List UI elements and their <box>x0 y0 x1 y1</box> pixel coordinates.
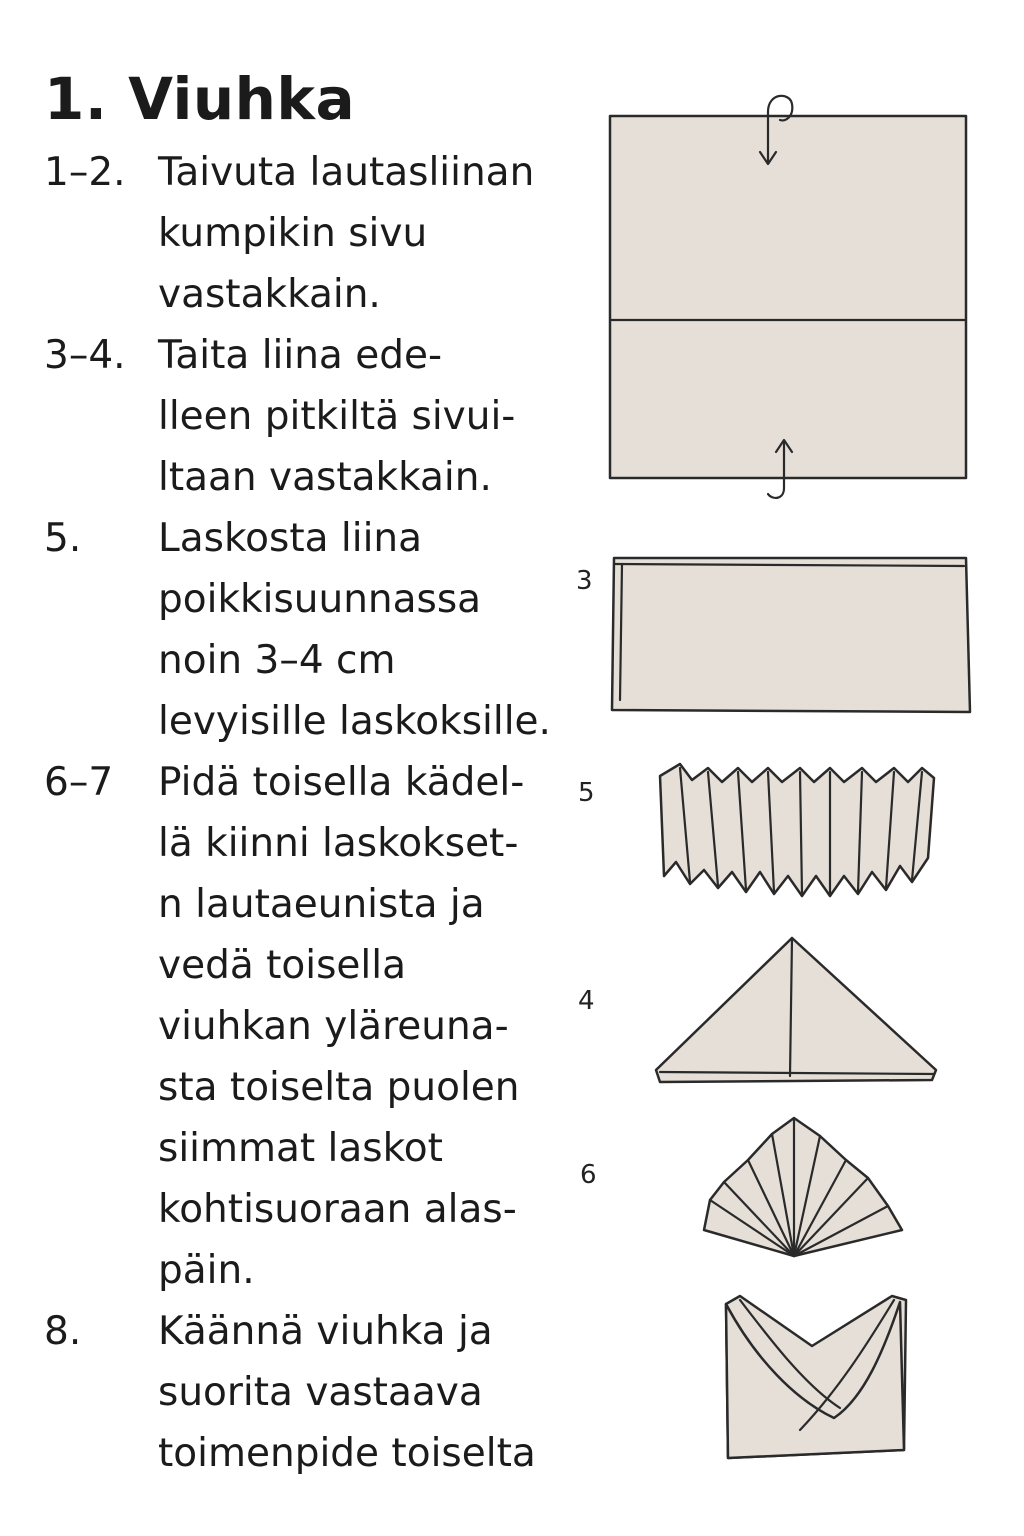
step-number: 8. <box>44 1309 82 1354</box>
step-line: Laskosta liina <box>158 516 423 561</box>
step-number: 1–2. <box>44 150 126 195</box>
step-text <box>158 1301 604 1484</box>
step-8 <box>44 1301 604 1484</box>
figure-label-fan: 6 <box>580 1160 597 1190</box>
step-line: vastakkain. <box>158 272 381 317</box>
step-line: noin 3–4 cm <box>158 638 396 683</box>
step-line: siimmat laskot <box>158 1126 443 1171</box>
step-line: sta toiselta puolen <box>158 1065 520 1110</box>
step-number: 5. <box>44 516 82 561</box>
instruction-steps <box>44 142 604 1484</box>
step-line: suorita vastaava <box>158 1370 483 1415</box>
step-line: Taita liina ede- <box>158 333 443 378</box>
step-number: 3–4. <box>44 333 126 378</box>
pleated-napkin-figure <box>650 758 940 908</box>
step-text <box>158 508 604 752</box>
figure-label-fold-long: 3 <box>576 566 593 596</box>
flat-napkin <box>610 116 966 478</box>
step-text <box>158 325 604 508</box>
step-line: lä kiinni laskokset- <box>158 821 519 866</box>
step-line: toimenpide toiselta <box>158 1431 536 1476</box>
triangle-napkin <box>656 938 936 1082</box>
step-line: kohtisuoraan alas- <box>158 1187 517 1232</box>
fan-figure <box>696 1112 910 1268</box>
step-line: päin. <box>158 1248 255 1293</box>
figure-label-triangle: 4 <box>578 986 595 1016</box>
triangle-fold-figure <box>648 930 948 1088</box>
step-5 <box>44 508 604 752</box>
step-line: kumpikin sivu <box>158 211 428 256</box>
step-number: 6–7 <box>44 760 114 805</box>
step-1-2 <box>44 142 604 325</box>
final-fold-figure <box>716 1290 916 1470</box>
step-line: Pidä toisella kädel- <box>158 760 525 805</box>
flat-napkin-figure <box>600 90 980 510</box>
step-line: lleen pitkiltä sivui- <box>158 394 516 439</box>
page-title: 1. Viuhka <box>44 65 356 133</box>
step-line: n lautaeunista ja <box>158 882 485 927</box>
step-text <box>158 752 604 1301</box>
fan-napkin <box>704 1118 902 1256</box>
folded-strip <box>612 558 970 712</box>
step-line: Taivuta lautasliinan <box>158 150 535 195</box>
step-text <box>158 142 604 325</box>
step-line: levyisille laskoksille. <box>158 699 551 744</box>
step-line: vedä toisella <box>158 943 406 988</box>
step-line: ltaan vastakkain. <box>158 455 492 500</box>
step-3-4 <box>44 325 604 508</box>
folded-strip-figure <box>606 550 978 720</box>
step-6-7 <box>44 752 604 1301</box>
figure-label-pleated: 5 <box>578 778 595 808</box>
step-line: viuhkan yläreuna- <box>158 1004 509 1049</box>
step-line: Käännä viuhka ja <box>158 1309 493 1354</box>
step-line: poikkisuunnassa <box>158 577 482 622</box>
